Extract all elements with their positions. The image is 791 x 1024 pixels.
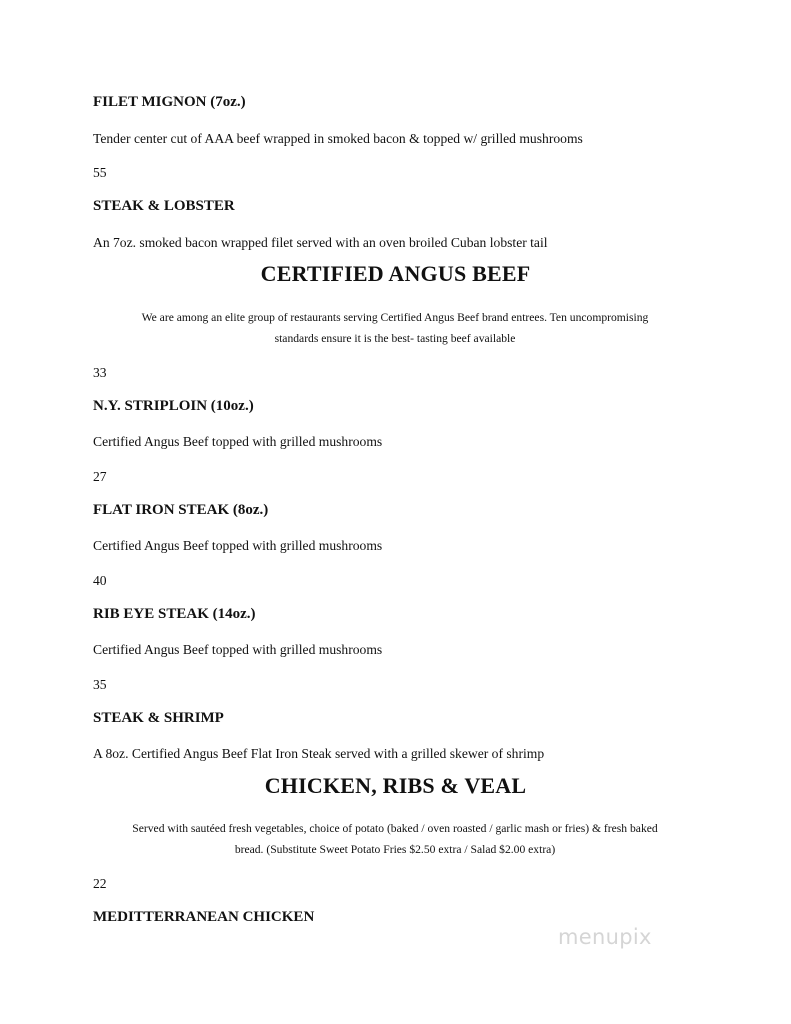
- menu-item-name: N.Y. STRIPLOIN (10oz.): [93, 398, 254, 414]
- menu-item-description: Certified Angus Beef topped with grilled mushrooms: [93, 538, 383, 553]
- section-heading-chicken-ribs-veal: CHICKEN, RIBS & VEAL: [264, 773, 527, 798]
- menu-item-description: An 7oz. smoked bacon wrapped filet served with an oven broiled Cuban lobster tail: [93, 235, 548, 250]
- menu-item-name: FILET MIGNON (7oz.): [93, 94, 246, 110]
- menu-item-name: RIB EYE STEAK (14oz.): [93, 606, 256, 622]
- section-intro: [95, 818, 695, 860]
- menu-item-description: Certified Angus Beef topped with grilled mushrooms: [93, 434, 383, 449]
- section-intro-line: Served with sautéed fresh vegetables, choice of potato (baked / oven roasted / garlic mash or fries) & fresh baked: [132, 822, 658, 835]
- section-heading-angus-beef: CERTIFIED ANGUS BEEF: [260, 261, 531, 286]
- section-intro: [95, 307, 695, 349]
- section-intro-line: bread. (Substitute Sweet Potato Fries $2.50 extra / Salad $2.00 extra): [234, 843, 556, 856]
- menu-item-price: 27: [93, 469, 107, 484]
- menu-item-description: Certified Angus Beef topped with grilled mushrooms: [93, 642, 383, 657]
- menu-item-price: 22: [93, 876, 107, 891]
- menu-item-name: STEAK & SHRIMP: [93, 710, 224, 726]
- menu-item-description: Tender center cut of AAA beef wrapped in smoked bacon & topped w/ grilled mushrooms: [93, 131, 583, 146]
- menu-item-price: 35: [93, 677, 107, 692]
- menu-item-price: 33: [93, 365, 107, 380]
- menu-item-name: STEAK & LOBSTER: [93, 198, 235, 214]
- menu-item-name: MEDITTERRANEAN CHICKEN: [93, 909, 315, 925]
- menu-item-price: 55: [93, 165, 107, 180]
- watermark-logo: menupix: [558, 925, 652, 949]
- section-intro-line: We are among an elite group of restaurants serving Certified Angus Beef brand entrees. Ten uncompromising: [141, 311, 649, 324]
- menu-item-price: 40: [93, 573, 107, 588]
- menu-item-name: FLAT IRON STEAK (8oz.): [93, 502, 269, 518]
- section-intro-line: standards ensure it is the best- tasting beef available: [274, 332, 516, 345]
- menu-item-description: A 8oz. Certified Angus Beef Flat Iron Steak served with a grilled skewer of shrimp: [93, 746, 545, 761]
